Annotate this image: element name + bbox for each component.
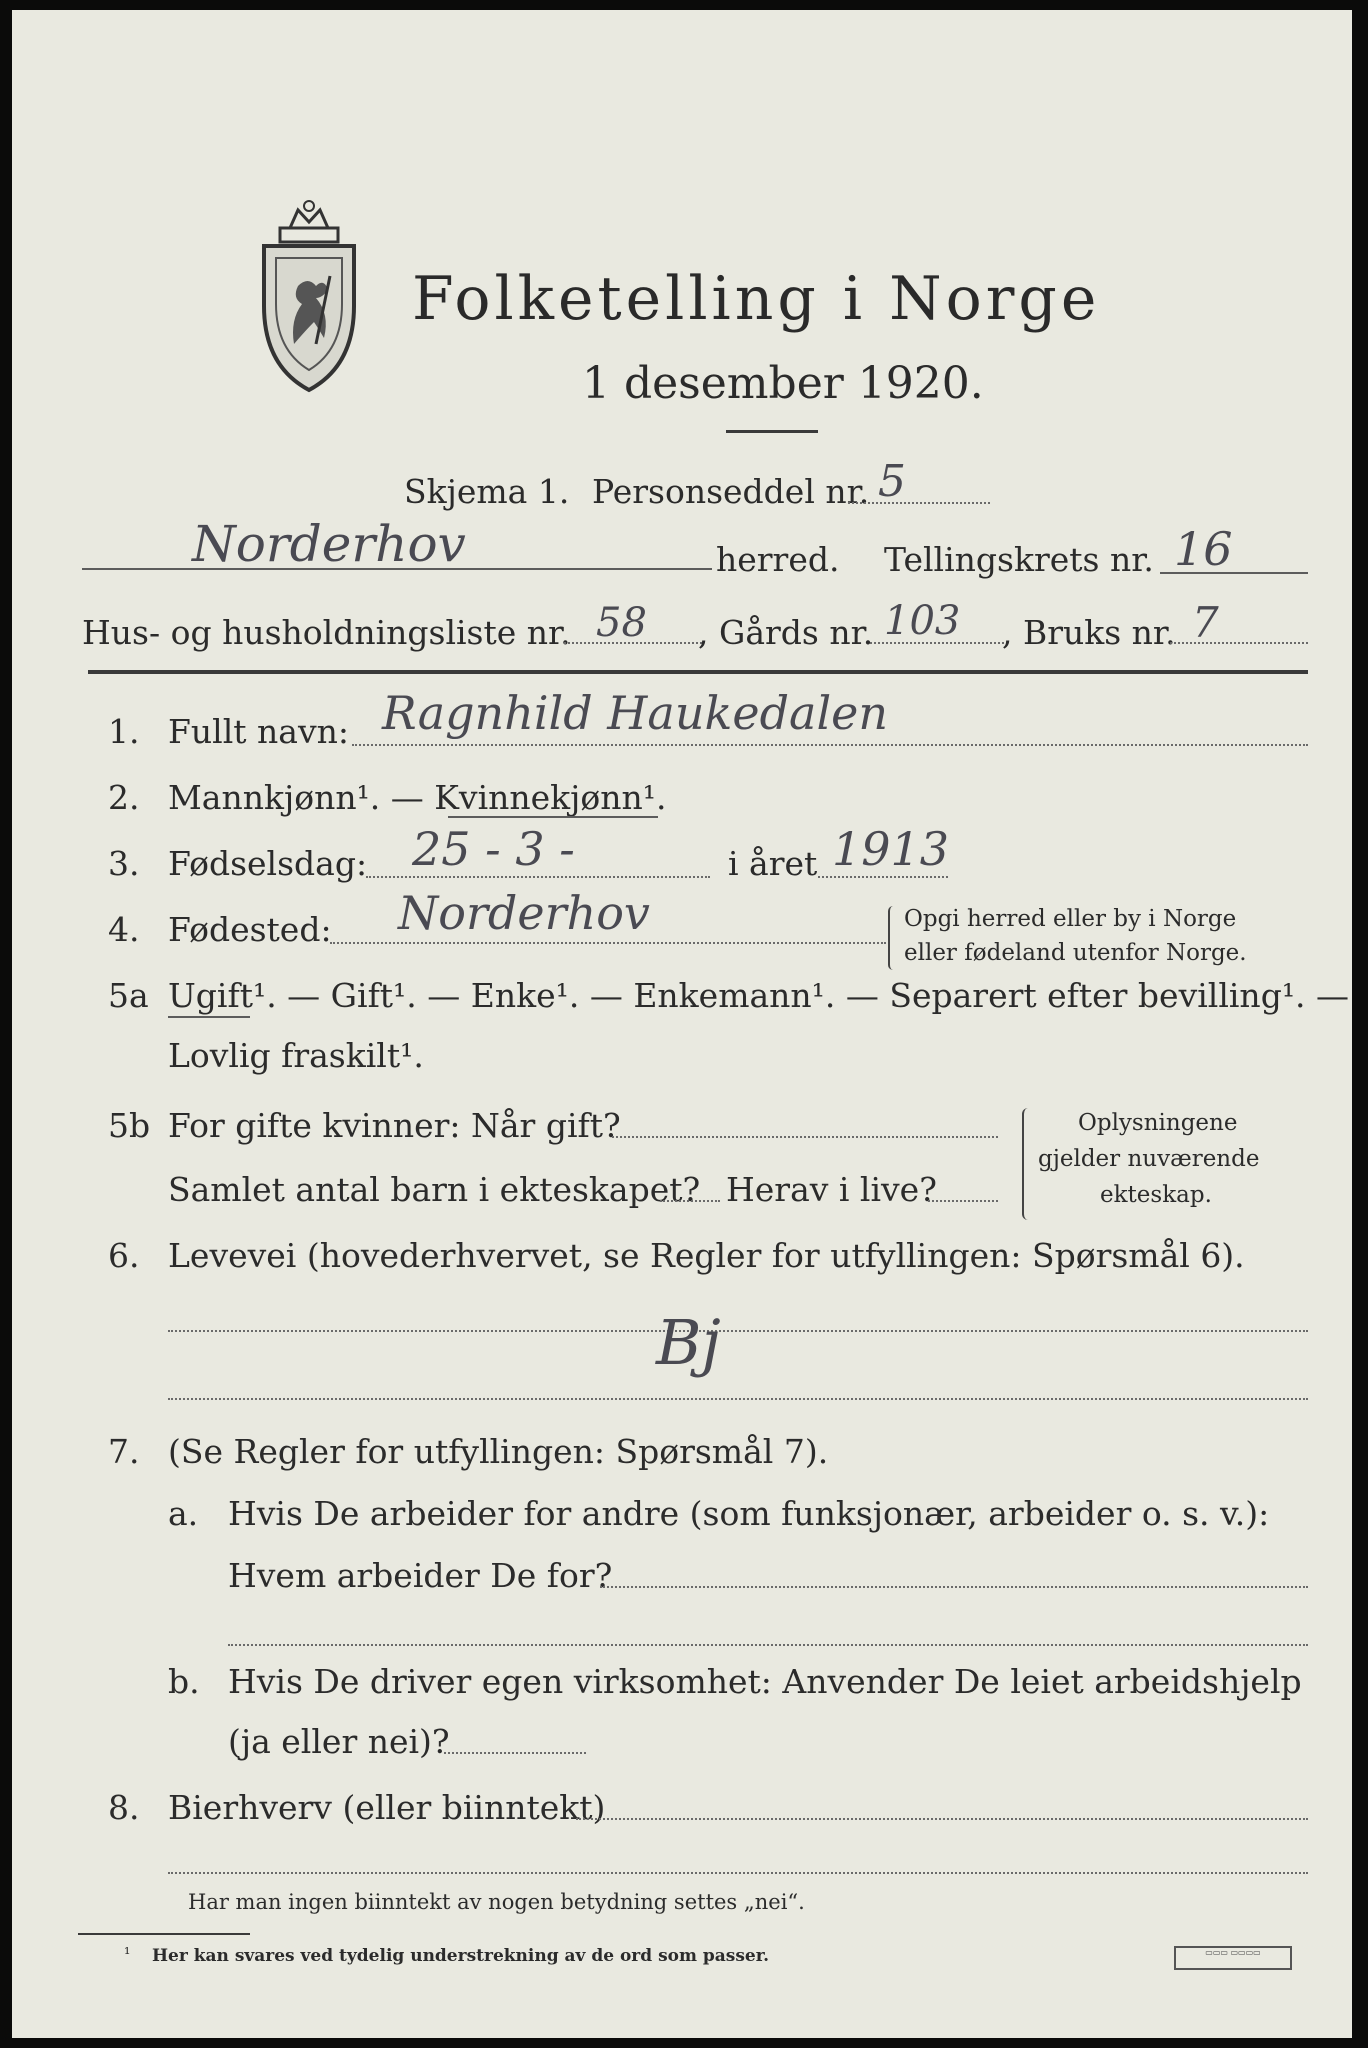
q5a-number: 5a	[108, 976, 149, 1015]
children-count-field[interactable]	[660, 1200, 720, 1202]
gards-label: , Gårds nr.	[698, 613, 874, 652]
personseddel-value: 5	[878, 456, 906, 507]
birth-year-value: 1913	[832, 822, 950, 876]
q4-note-2: eller fødeland utenfor Norge.	[904, 940, 1247, 966]
birthdate-value: 25 - 3 -	[412, 822, 575, 876]
form-title: Folketelling i Norge	[412, 264, 1101, 334]
form-date: 1 desember 1920.	[582, 358, 984, 409]
census-form	[12, 10, 1352, 2038]
footer-note: Har man ingen biinntekt av nogen betydning settes „nei“.	[188, 1890, 805, 1914]
q7a-line-2: Hvem arbeider De for?	[228, 1556, 613, 1595]
gards-value: 103	[884, 598, 961, 644]
employer-field-2[interactable]	[228, 1644, 1308, 1646]
personseddel-field[interactable]	[848, 502, 990, 504]
q7b-line-1: Hvis De driver egen virksomhet: Anvender De leiet arbeidshjelp	[228, 1662, 1302, 1701]
q5b-line-1: For gifte kvinner: Når gift?	[168, 1106, 621, 1145]
birthdate-field[interactable]	[366, 876, 710, 878]
q3-label: Fødselsdag:	[168, 844, 368, 883]
tellingskrets-label: Tellingskrets nr.	[884, 540, 1154, 579]
birthplace-value: Norderhov	[398, 886, 650, 940]
q5b-brace	[1022, 1108, 1034, 1220]
side-income-field-2[interactable]	[168, 1872, 1308, 1874]
tellingskrets-value: 16	[1174, 522, 1233, 576]
q5b-alive-label: Herav i live?	[726, 1170, 937, 1209]
ugift-underline	[168, 1016, 250, 1018]
occupation-field-2[interactable]	[168, 1398, 1308, 1400]
q7b-line-2: (ja eller nei)?	[228, 1722, 450, 1761]
q5b-note-3: ekteskap.	[1100, 1182, 1212, 1208]
birthplace-field[interactable]	[330, 942, 886, 944]
year-label: i året	[728, 844, 818, 883]
q4-note-1: Opgi herred eller by i Norge	[904, 906, 1237, 932]
side-income-field-1[interactable]	[576, 1818, 1308, 1820]
marital-status-options-2[interactable]: Lovlig fraskilt¹.	[168, 1036, 424, 1075]
footnote-text: Her kan svares ved tydelig understrekning av de ord som passer.	[152, 1946, 770, 1966]
q1-label: Fullt navn:	[168, 712, 349, 751]
q8-number: 8.	[108, 1788, 140, 1827]
q5b-note-1: Oplysningene	[1078, 1110, 1238, 1136]
herred-label: herred.	[716, 540, 840, 579]
q4-number: 4.	[108, 910, 140, 949]
bruks-field[interactable]	[1170, 642, 1308, 644]
hus-value: 58	[596, 600, 647, 646]
title-divider	[726, 430, 818, 433]
children-alive-field[interactable]	[928, 1200, 998, 1202]
skjema-label: Skjema 1.	[404, 472, 570, 511]
birth-year-field[interactable]	[818, 876, 948, 878]
q5b-children-label: Samlet antal barn i ekteskapet?	[168, 1170, 701, 1209]
full-name-field[interactable]	[352, 744, 1308, 746]
q7a-number: a.	[168, 1494, 199, 1533]
kvinnekjonn-underline	[448, 816, 658, 818]
q7a-line-1: Hvis De arbeider for andre (som funksjonær, arbeider o. s. v.):	[228, 1494, 1270, 1533]
q6-label: Levevei (hovederhvervet, se Regler for utfyllingen: Spørsmål 6).	[168, 1236, 1245, 1275]
hus-label: Hus- og husholdningsliste nr.	[82, 613, 571, 652]
bruks-label: , Bruks nr.	[1002, 613, 1176, 652]
occupation-value: Bj	[656, 1306, 721, 1379]
footnote-divider	[78, 1933, 250, 1935]
gender-options[interactable]: Mannkjønn¹. — Kvinnekjønn¹.	[168, 778, 667, 817]
q3-number: 3.	[108, 844, 140, 883]
q7b-number: b.	[168, 1662, 200, 1701]
bruks-value: 7	[1192, 598, 1219, 647]
herred-value: Norderhov	[192, 515, 466, 573]
q7-label: (Se Regler for utfyllingen: Spørsmål 7).	[168, 1432, 829, 1471]
hired-help-field[interactable]	[444, 1752, 586, 1754]
footnote-mark: ¹	[124, 1944, 131, 1963]
q8-label: Bierhverv (eller biinntekt)	[168, 1788, 606, 1827]
q2-number: 2.	[108, 778, 140, 817]
printer-stamp: ▭▭▭ ▭▭▭▭	[1174, 1946, 1292, 1970]
q7-number: 7.	[108, 1432, 140, 1471]
header-divider	[88, 670, 1308, 674]
employer-field-1[interactable]	[600, 1586, 1308, 1588]
when-married-field[interactable]	[612, 1136, 998, 1138]
q4-brace	[888, 906, 898, 970]
q5b-note-2: gjelder nuværende	[1038, 1146, 1260, 1172]
q6-number: 6.	[108, 1236, 140, 1275]
personseddel-label: Personseddel nr.	[592, 472, 870, 511]
coat-of-arms-icon	[250, 198, 368, 398]
occupation-field-1[interactable]	[168, 1330, 1308, 1332]
q1-number: 1.	[108, 712, 140, 751]
full-name-value: Ragnhild Haukedalen	[382, 686, 888, 740]
q4-label: Fødested:	[168, 910, 332, 949]
q5b-number: 5b	[108, 1106, 151, 1145]
marital-status-options[interactable]: Ugift¹. — Gift¹. — Enke¹. — Enkemann¹. — Separert efter bevilling¹. —	[168, 976, 1350, 1015]
